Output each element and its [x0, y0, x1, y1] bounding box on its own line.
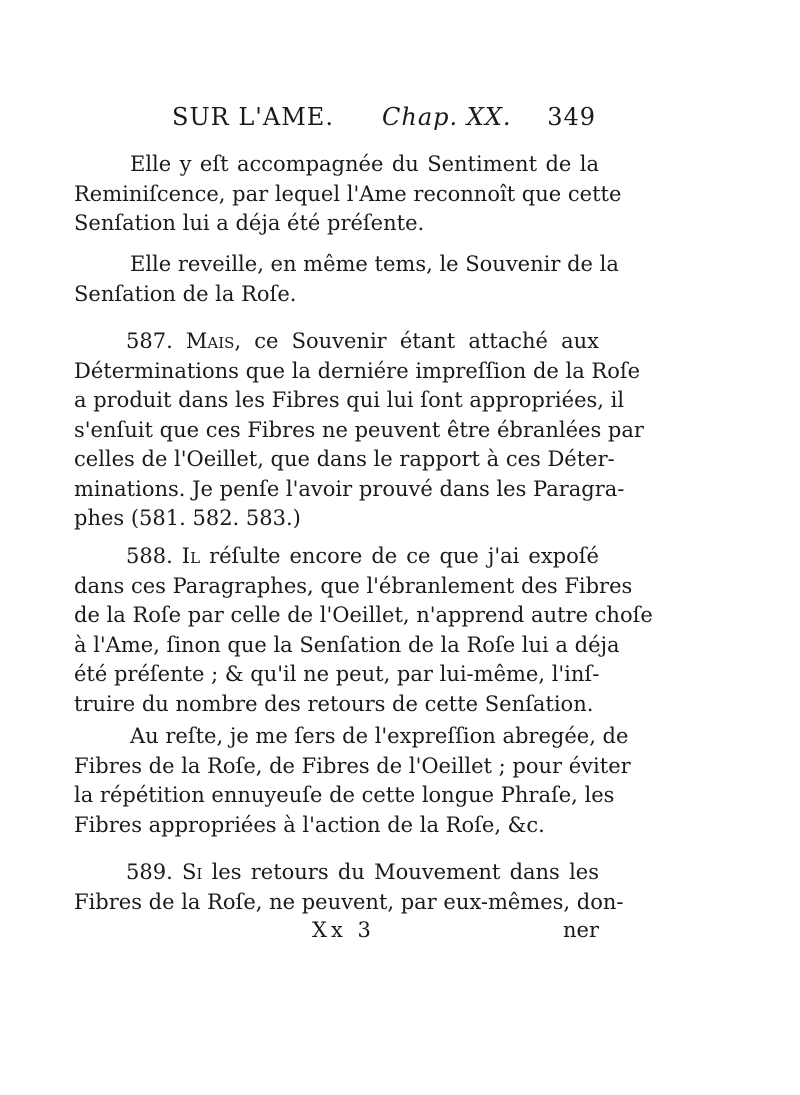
text-line-rest: les retours du Mouvement dans les [211, 860, 599, 884]
text-line [74, 542, 599, 572]
paragraph-lead: Si [182, 860, 203, 884]
text-line: celles de l'Oeillet, que dans le rapport à ces Déter- [74, 447, 615, 471]
paragraph-souvenir [74, 250, 619, 309]
paragraph-lead: Mais [185, 329, 235, 353]
text-line: phes (581. 582. 583.) [74, 506, 301, 530]
text-line: Reminiſcence, par lequel l'Ame reconnoît que cette [74, 181, 622, 206]
paragraph-lead: Il [181, 544, 201, 568]
text-line: Fibres appropriées à l'action de la Roſe, &c. [74, 812, 545, 837]
paragraph-588 [74, 542, 653, 719]
text-line: Au reſte, je me ſers de l'expreſſion abregée, de [130, 724, 629, 748]
paragraph-au-reste [74, 722, 631, 840]
signature-mark: Xx 3 [312, 918, 375, 942]
text-line: truire du nombre des retours de cette Senſation. [74, 691, 594, 716]
text-line: de la Roſe par celle de l'Oeillet, n'apprend autre choſe [74, 603, 653, 627]
paragraph-number: 588. [126, 544, 173, 568]
text-line: a produit dans les Fibres qui lui ſont appropriées, il [74, 388, 625, 412]
text-line-rest: , ce Souvenir étant attaché aux [234, 329, 599, 353]
paragraph-number: 587. [126, 329, 173, 353]
text-line: minations. Je penſe l'avoir prouvé dans les Paragra- [74, 476, 625, 501]
page-number: 349 [547, 103, 596, 131]
text-line [74, 858, 599, 888]
text-line: Senſation lui a déja été préſente. [74, 211, 425, 235]
text-line-rest: réſulte encore de ce que j'ai expoſé [209, 544, 599, 568]
text-line: Déterminations que la derniére impreſſion de la Roſe [74, 358, 641, 383]
text-line: dans ces Paragraphes, que l'ébranlement des Fibres [74, 573, 633, 598]
text-line [74, 327, 599, 357]
paragraph-reminiscence [74, 150, 622, 239]
paragraph-number: 589. [126, 860, 173, 884]
text-line: Elle reveille, en même tems, le Souvenir de la [130, 252, 619, 276]
text-line: été préſente ; & qu'il ne peut, par lui-même, l'inſ- [74, 662, 600, 686]
paragraph-589 [74, 858, 624, 917]
running-title: SUR L'AME. [172, 103, 334, 131]
paragraph-587 [74, 327, 644, 534]
text-line: Fibres de la Roſe, de Fibres de l'Oeillet ; pour éviter [74, 753, 631, 778]
catchword: ner [563, 918, 599, 942]
text-line: Elle y eſt accompagnée du Sentiment de la [130, 152, 599, 176]
chapter-label: Chap. XX. [382, 103, 512, 131]
text-line: s'enſuit que ces Fibres ne peuvent être ébranlées par [74, 417, 644, 442]
text-line: à l'Ame, ſinon que la Senſation de la Roſe lui a déja [74, 632, 620, 657]
page-footer [74, 918, 599, 948]
running-header [160, 103, 600, 139]
text-line: Senſation de la Roſe. [74, 281, 297, 306]
text-line: Fibres de la Roſe, ne peuvent, par eux-mêmes, don- [74, 889, 624, 914]
text-line: la répétition ennuyeuſe de cette longue Phraſe, les [74, 783, 615, 807]
